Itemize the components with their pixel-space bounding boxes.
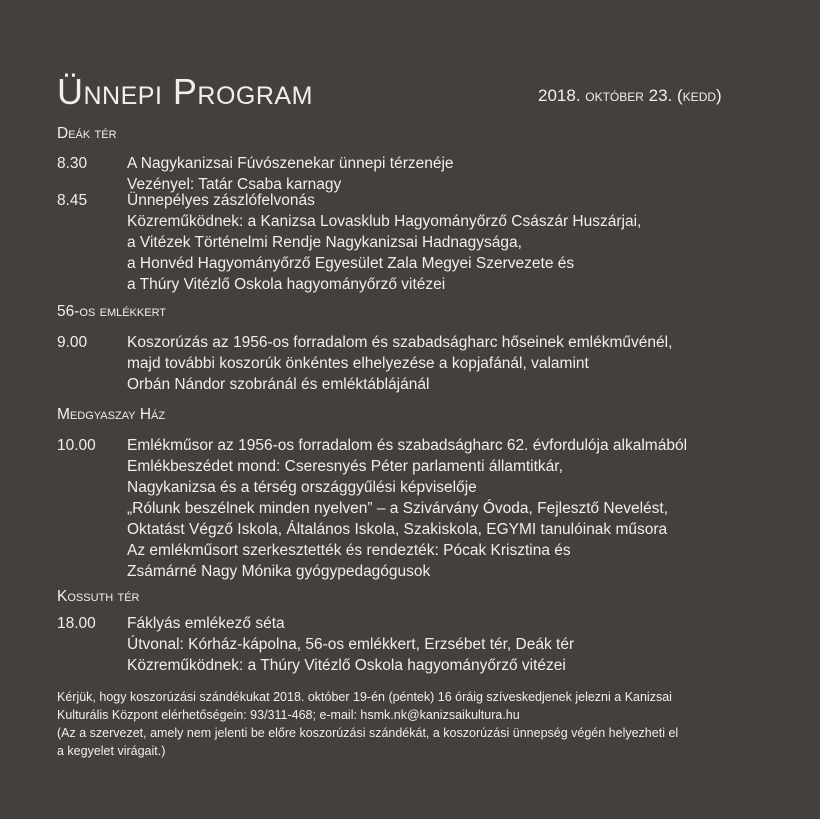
- entry-details: [127, 153, 454, 195]
- entry-line: Koszorúzás az 1956-os forradalom és szabadságharc hőseinek emlékművénél,: [127, 334, 673, 351]
- footer-note: [57, 688, 767, 760]
- entry-line: „Rólunk beszélnek minden nyelven” – a Szivárvány Óvoda, Fejlesztő Nevelést,: [127, 500, 669, 517]
- event-date: 2018. október 23. (kedd): [538, 86, 722, 105]
- entry-details: [127, 190, 641, 295]
- section-title-56-os-emlekkert: 56-os emlékkert: [57, 303, 167, 320]
- section-title-deak-ter: Deák tér: [57, 125, 117, 142]
- entry-line: A Nagykanizsai Fúvószenekar ünnepi térzenéje: [127, 155, 454, 172]
- entry-line: Zsámárné Nagy Mónika gyógypedagógusok: [127, 563, 431, 580]
- entry-time: 8.45: [57, 192, 88, 209]
- entry-time: 18.00: [57, 615, 96, 632]
- entry-line: Vezényel: Tatár Csaba karnagy: [127, 176, 342, 193]
- entry-line: Fáklyás emlékező séta: [127, 615, 285, 632]
- entry-time: 8.30: [57, 155, 88, 172]
- entry-details: [127, 435, 687, 582]
- section-title-kossuth-ter: Kossuth tér: [57, 588, 140, 605]
- entry-line: majd további koszorúk önkéntes elhelyezése a kopjafánál, valamint: [127, 355, 589, 372]
- entry-time: 10.00: [57, 437, 96, 454]
- entry-line: Útvonal: Kórház-kápolna, 56-os emlékkert, Erzsébet tér, Deák tér: [127, 636, 575, 653]
- entry-line: Közreműködnek: a Kanizsa Lovasklub Hagyományőrző Császár Huszárjai,: [127, 213, 642, 230]
- entry-line: Emlékműsor az 1956-os forradalom és szabadságharc 62. évfordulója alkalmából: [127, 437, 688, 454]
- page-title: Ünnepi Program: [57, 71, 313, 112]
- entry-line: Orbán Nándor szobránál és emléktáblájánál: [127, 376, 430, 393]
- entry-line: Oktatást Végző Iskola, Általános Iskola, Szakiskola, EGYMI tanulóinak műsora: [127, 521, 668, 538]
- entry-line: Emlékbeszédet mond: Cseresnyés Péter parlamenti államtitkár,: [127, 458, 563, 475]
- footer-line: Kulturális Központ elérhetőségein: 93/311-468; e-mail: hsmk.nk@kanizsaikultura.hu: [57, 708, 520, 722]
- footer-line: Kérjük, hogy koszorúzási szándékukat 2018. október 19-én (péntek) 16 óráig szíveskedjenek jelezni a Kanizsai: [57, 690, 672, 704]
- entry-time: 9.00: [57, 334, 88, 351]
- entry-line: a Thúry Vitézlő Oskola hagyományőrző vitézei: [127, 276, 446, 293]
- footer-line: a kegyelet virágait.): [57, 744, 166, 758]
- footer-line: (Az a szervezet, amely nem jelenti be előre koszorúzási szándékát, a koszorúzási ünnepség végén helyezheti el: [57, 726, 679, 740]
- entry-line: Az emlékműsort szerkesztették és rendezték: Pócak Krisztina és: [127, 542, 571, 559]
- entry-line: a Vitézek Történelmi Rendje Nagykanizsai Hadnagysága,: [127, 234, 522, 251]
- section-title-medgyaszay-haz: Medgyaszay Ház: [57, 406, 166, 423]
- entry-line: Ünnepélyes zászlófelvonás: [127, 192, 315, 209]
- entry-line: Nagykanizsa és a térség országgyűlési képviselője: [127, 479, 477, 496]
- entry-details: [127, 332, 672, 395]
- entry-line: Közreműködnek: a Thúry Vitézlő Oskola hagyományőrző vitézei: [127, 657, 566, 674]
- entry-details: [127, 613, 574, 676]
- entry-line: a Honvéd Hagyományőrző Egyesület Zala Megyei Szervezete és: [127, 255, 575, 272]
